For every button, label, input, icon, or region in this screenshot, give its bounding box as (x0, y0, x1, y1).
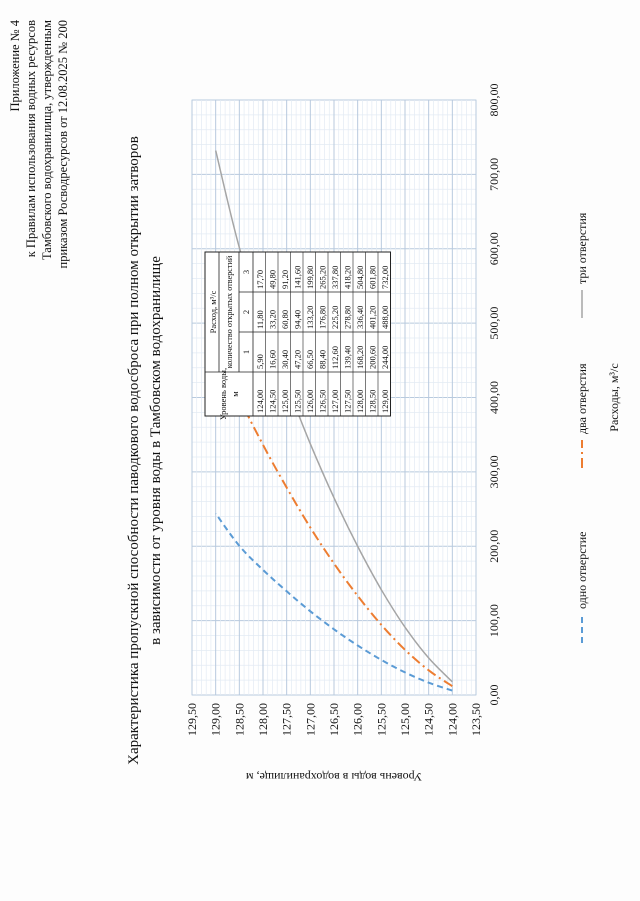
table-cell: 5,90 (254, 354, 265, 369)
legend-label-1: одно отверстие (575, 531, 589, 609)
table-cell: 278,80 (342, 305, 353, 329)
table-cell: 225,20 (329, 305, 340, 329)
table-cell: 265,20 (317, 265, 328, 289)
table-cell: 128,00 (354, 389, 365, 413)
x-tick-label: 200,00 (487, 529, 501, 563)
chart-title-line-1: Характеристика пропускной способности паводкового водосброса при полном открытии затворов (126, 136, 142, 765)
y-tick-label: 126,00 (350, 703, 365, 736)
table-cell: 732,00 (379, 265, 390, 289)
y-tick-label: 125,50 (374, 703, 389, 736)
table-cell: 244,00 (379, 345, 390, 369)
table-cell: 124,00 (254, 389, 265, 413)
table-cell: 601,80 (367, 265, 378, 289)
header-appendix-number: Приложение № 4 (8, 20, 22, 112)
y-tick-label: 129,00 (208, 703, 223, 736)
legend-label-3: три отверстия (575, 212, 589, 284)
y-tick-label: 127,50 (279, 703, 294, 736)
table-cell: 125,50 (292, 389, 303, 413)
y-tick-label: 125,00 (398, 703, 412, 736)
table-cell: 94,40 (292, 309, 303, 329)
table-cell: 60,80 (279, 309, 290, 329)
table-cell: 47,20 (292, 349, 303, 369)
table-col-header: 2 (241, 309, 251, 315)
table-cell: 88,40 (317, 349, 328, 369)
legend (575, 212, 589, 643)
table-cell: 91,20 (279, 269, 290, 289)
table-head-level: Уровень воды, (218, 367, 228, 421)
table-cell: 488,00 (379, 305, 390, 329)
table-cell: 141,60 (292, 265, 303, 289)
x-tick-label: 300,00 (487, 455, 501, 489)
y-tick-label: 124,50 (421, 703, 436, 736)
table-cell: 124,50 (267, 389, 278, 413)
table-cell: 200,60 (367, 345, 378, 369)
table-cell: 17,70 (254, 269, 265, 289)
table-cell: 125,00 (279, 389, 290, 413)
y-tick-label: 128,00 (256, 703, 270, 736)
table-cell: 133,20 (304, 305, 315, 329)
table-head-level-unit: м (230, 391, 240, 397)
header-rules-line: к Правилам использования водных ресурсов (24, 20, 38, 258)
table-cell: 168,20 (354, 345, 365, 369)
table-cell: 127,50 (342, 389, 353, 413)
y-tick-label: 124,00 (445, 703, 460, 736)
table-cell: 127,00 (329, 389, 340, 413)
x-tick-label: 800,00 (487, 83, 501, 117)
table-cell: 336,40 (354, 305, 365, 329)
y-tick-label: 126,50 (327, 703, 341, 736)
table-cell: 139,40 (342, 345, 353, 369)
table-cell: 30,40 (279, 349, 290, 369)
table-cell: 128,50 (367, 389, 378, 413)
table-cell: 129,00 (379, 389, 390, 413)
x-tick-label: 600,00 (487, 232, 501, 266)
x-tick-label: 700,00 (487, 157, 501, 191)
table-cell: 112,60 (329, 345, 340, 369)
table-cell: 401,20 (367, 305, 378, 329)
table-cell: 33,20 (267, 309, 278, 329)
x-tick-label: 100,00 (487, 604, 501, 638)
data-table (205, 252, 391, 420)
x-tick-label: 500,00 (487, 306, 501, 340)
y-tick-label: 129,50 (185, 703, 199, 736)
header-order-line: приказом Росводресурсов от 12.08.2025 № 200 (56, 20, 70, 269)
y-tick-label: 123,50 (469, 703, 483, 736)
y-tick-label: 128,50 (232, 703, 247, 736)
table-cell: 337,80 (329, 265, 340, 289)
table-cell: 126,50 (317, 389, 328, 413)
table-cell: 504,80 (354, 265, 365, 289)
table-col-header: 1 (241, 349, 251, 355)
table-cell: 16,60 (267, 349, 278, 369)
y-axis-label: Уровень воды в водохранилище, м (245, 770, 423, 784)
x-tick-label: 400,00 (487, 381, 501, 414)
header-reservoir-line: Тамбовского водохранилища, утвержденным (40, 20, 54, 261)
table-cell: 176,80 (317, 305, 328, 329)
x-tick-label: 0,00 (487, 684, 501, 706)
table-head-count: количество открытых отверстий (225, 255, 234, 369)
table-cell: 49,80 (267, 269, 278, 289)
legend-label-2: два отверстия (575, 363, 589, 434)
table-cell: 418,20 (342, 265, 353, 289)
x-axis-label: Расходы, м³/с (607, 363, 621, 432)
table-head-flow: Расход, м³/с (208, 290, 218, 334)
y-tick-label: 127,00 (303, 703, 318, 736)
table-col-header: 3 (241, 269, 251, 275)
table-cell: 11,80 (254, 310, 265, 329)
table-cell: 66,50 (304, 349, 315, 369)
table-cell: 126,00 (304, 389, 315, 413)
chart-title-line-2: в зависимости от уровня воды в Тамбовском водохранилище (148, 256, 164, 645)
table-cell: 199,80 (304, 265, 315, 289)
